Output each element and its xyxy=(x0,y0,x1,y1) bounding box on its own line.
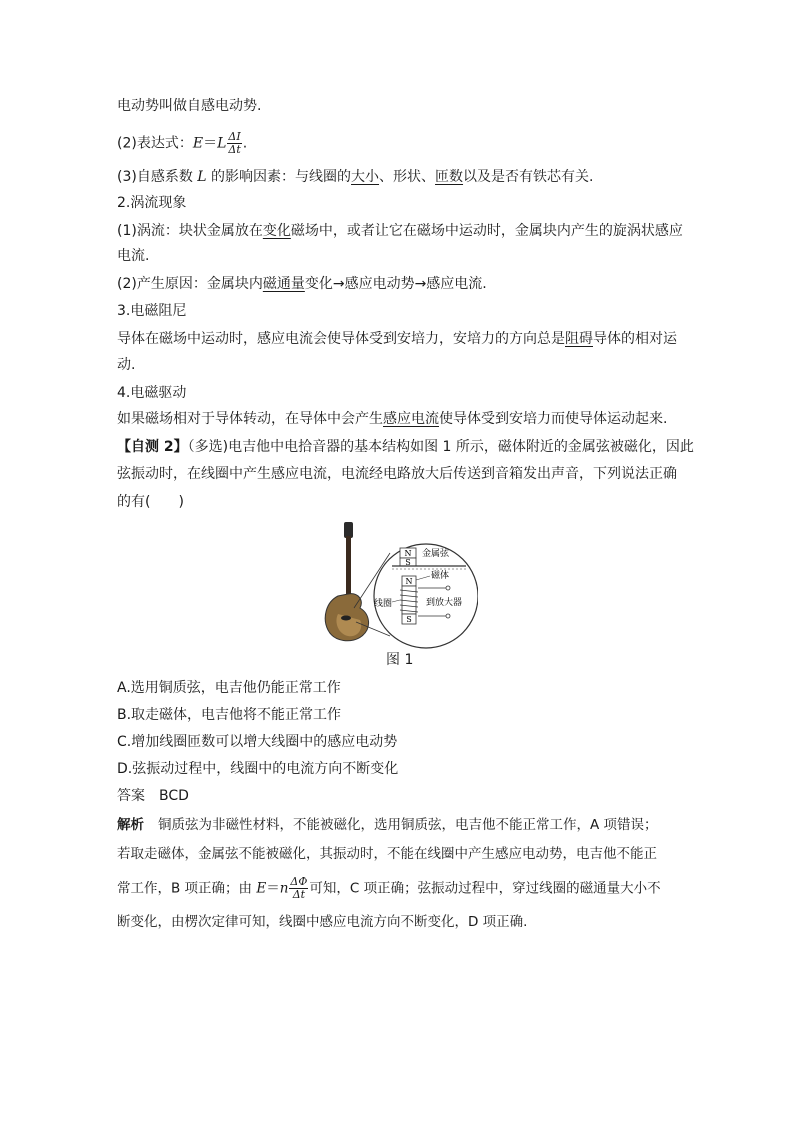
figure-caption: 图 1 xyxy=(386,652,414,668)
question-tag: 【自测 2】 xyxy=(117,439,188,455)
label-n-top: N xyxy=(404,549,412,558)
section-heading: 4.电磁驱动 xyxy=(117,385,187,401)
explanation-line: 若取走磁体，金属弦不能被磁化，其振动时，不能在线圈中产生感应电动势，电吉他不能正 xyxy=(117,846,657,862)
text-line: 电流. xyxy=(117,248,150,264)
explanation-line: 解析 铜质弦为非磁性材料，不能被磁化，选用铜质弦，电吉他不能正常工作，A 项错误； xyxy=(117,817,658,833)
explanation-line: 断变化，由楞次定律可知，线圈中感应电流方向不断变化，D 项正确. xyxy=(117,914,528,930)
text-line: (2)产生原因：金属块内磁通量变化→感应电动势→感应电流. xyxy=(117,276,487,292)
text-line: (1)涡流：块状金属放在变化磁场中，或者让它在磁场中运动时，金属块内产生的旋涡状感应 xyxy=(117,223,683,239)
section-heading: 2.涡流现象 xyxy=(117,195,187,211)
question-line: 弦振动时，在线圈中产生感应电流，电流经电路放大后传送到音箱发出声音，下列说法正确 xyxy=(117,466,677,482)
text-line: 导体在磁场中运动时，感应电流会使导体受到安培力，安培力的方向总是阻碍导体的相对运 xyxy=(117,331,677,347)
formula-line: (2)表达式：E＝L $\frac{\Delta I}{\Delta t}$ . xyxy=(117,130,248,156)
text-line: (3)自感系数 L 的影响因素：与线圈的大小、形状、匝数以及是否有铁芯有关. xyxy=(117,169,594,185)
answer-line xyxy=(117,786,189,806)
label-s-top: S xyxy=(405,558,411,567)
option-b: B.取走磁体，电吉他将不能正常工作 xyxy=(117,707,342,723)
question-line: 【自测 2】（多选)电吉他中电拾音器的基本结构如图 1 所示，磁体附近的金属弦被磁化，因此 xyxy=(117,439,694,455)
text-line: 电动势叫做自感电动势. xyxy=(117,98,262,114)
label-magnet: 磁体 xyxy=(431,571,450,581)
label-coil: 线圈 xyxy=(374,599,393,609)
explanation-label: 解析 xyxy=(117,817,144,833)
explanation-line: 常工作，B 项正确；由 E＝n $\frac{\Delta\Phi}{\Delta t}$ 可知，C 项正确；弦振动过程中，穿过线圈的磁通量大小不 xyxy=(117,875,661,901)
fraction: $\frac{\Delta\Phi}{\Delta t}$ xyxy=(290,875,308,901)
question-line: 的有( ) xyxy=(117,494,184,510)
label-amplifier: 到放大器 xyxy=(426,598,463,608)
zoom-circle xyxy=(374,544,478,648)
answer-label: 答案 xyxy=(117,788,145,804)
text-line: 如果磁场相对于导体转动，在导体中会产生感应电流使导体受到安培力而使导体运动起来. xyxy=(117,411,668,427)
text-line: 动. xyxy=(117,357,136,373)
guitar-pickup-diagram xyxy=(318,518,478,658)
guitar-icon xyxy=(325,522,368,641)
option-d: D.弦振动过程中，线圈中的电流方向不断变化 xyxy=(117,761,399,777)
section-heading: 3.电磁阻尼 xyxy=(117,303,187,319)
answer-value: BCD xyxy=(159,788,189,804)
label-n-magnet: N xyxy=(405,577,413,586)
label-s-magnet: S xyxy=(406,615,412,624)
fraction: $\frac{\Delta I}{\Delta t}$ xyxy=(228,130,241,156)
label-string: 金属弦 xyxy=(422,549,450,559)
option-a: A.选用铜质弦，电吉他仍能正常工作 xyxy=(117,680,341,696)
figure-guitar-pickup xyxy=(318,518,478,658)
option-c: C.增加线圈匝数可以增大线圈中的感应电动势 xyxy=(117,734,398,750)
